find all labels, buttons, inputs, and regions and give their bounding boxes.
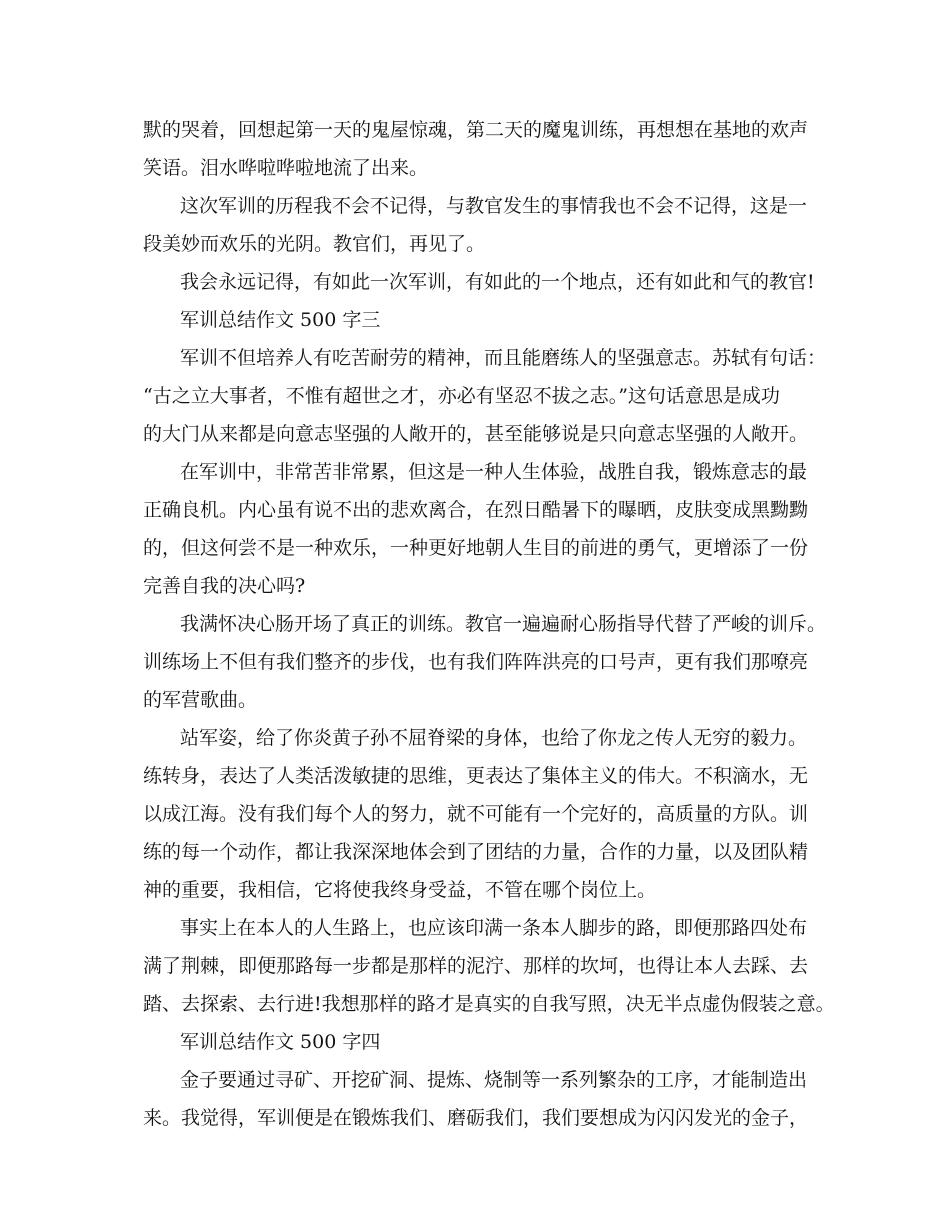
text-line: 的，但这何尝不是一种欢乐，一种更好地朝人生目的前进的勇气，更增添了一份 [143,537,809,559]
text-line: 的军营歌曲。 [143,689,258,711]
text-line: 段美妙而欢乐的光阴。教官们，再见了。 [143,233,486,255]
text-line: 正确良机。内心虽有说不出的悲欢离合，在烈日酷暑下的曝晒，皮肤变成黑黝黝 [143,499,809,521]
text-line: 踏、去探索、去行进!我想那样的路才是真实的自我写照，决无半点虚伪假装之意。 [143,993,835,1015]
paragraph-start: 事实上在本人的人生路上，也应该印满一条本人脚步的路，即便那路四处布 [180,917,808,939]
text-line: 以成江海。没有我们每个人的努力，就不可能有一个完好的，高质量的方队。训 [143,803,809,825]
paragraph-start: 金子要通过寻矿、开挖矿洞、提炼、烧制等一系列繁杂的工序，才能制造出 [180,1069,808,1091]
text-line: 笑语。泪水哗啦哗啦地流了出来。 [143,157,429,179]
text-line: 满了荆棘，即便那路每一步都是那样的泥泞、那样的坎坷，也得让本人去踩、去 [143,955,809,977]
text-line: 神的重要，我相信，它将使我终身受益，不管在哪个岗位上。 [143,879,657,901]
paragraph-start: 军训不但培养人有吃苦耐劳的精神，而且能磨练人的坚强意志。苏轼有句话： [180,347,827,369]
text-line: 默的哭着，回想起第一天的鬼屋惊魂，第二天的魔鬼训练，再想想在基地的欢声 [143,119,809,141]
text-line: 练转身，表达了人类活泼敏捷的思维，更表达了集体主义的伟大。不积滴水，无 [143,765,809,787]
text-line: 训练场上不但有我们整齐的步伐，也有我们阵阵洪亮的口号声，更有我们那嘹亮 [143,651,809,673]
text-line: 练的每一个动作，都让我深深地体会到了团结的力量，合作的力量，以及团队精 [143,841,809,863]
text-line: 来。我觉得，军训便是在锻炼我们、磨砺我们，我们要想成为闪闪发光的金子， [143,1107,809,1129]
paragraph-start: 我会永远记得，有如此一次军训，有如此的一个地点，还有如此和气的教官! [180,271,815,293]
section-heading: 军训总结作文 500 字四 [180,1031,381,1053]
text-line: 完善自我的决心吗? [143,575,306,597]
text-line: “古之立大事者，不惟有超世之才，亦必有坚忍不拔之志。”这句话意思是成功 [143,385,780,407]
text-line: 的大门从来都是向意志坚强的人敞开的，甚至能够说是只向意志坚强的人敞开。 [143,423,809,445]
paragraph-start: 在军训中，非常苦非常累，但这是一种人生体验，战胜自我，锻炼意志的最 [180,461,808,483]
paragraph-start: 我满怀决心肠开场了真正的训练。教官一遍遍耐心肠指导代替了严峻的训斥。 [180,613,827,635]
section-heading: 军训总结作文 500 字三 [180,309,381,331]
paragraph-start: 站军姿，给了你炎黄子孙不屈脊梁的身体，也给了你龙之传人无穷的毅力。 [180,727,808,749]
paragraph-start: 这次军训的历程我不会不记得，与教官发生的事情我也不会不记得，这是一 [180,195,808,217]
